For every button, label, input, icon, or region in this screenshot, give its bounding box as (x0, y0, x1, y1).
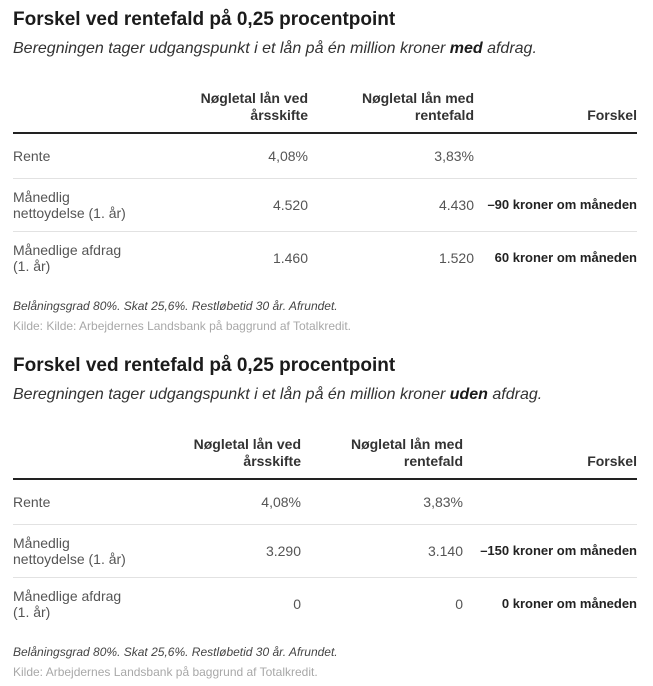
table-header-row (13, 436, 637, 479)
header-forskel: Forskel (463, 436, 637, 479)
row-label: Månedlig nettoydelse (1. år) (13, 179, 143, 232)
table-row (13, 525, 637, 578)
section-subtitle (13, 384, 637, 406)
value-arsskifte: 4.520 (143, 179, 308, 232)
value-forskel: –150 kroner om måneden (463, 525, 637, 578)
row-label: Månedlig nettoydelse (1. år) (13, 525, 143, 578)
header-forskel: Forskel (474, 90, 637, 133)
table-row (13, 479, 637, 525)
value-rentefald: 1.520 (438, 250, 474, 266)
header-rentefald: Nøgletal lån med rentefald (301, 436, 463, 479)
header-label (13, 436, 143, 479)
section-subtitle (13, 38, 637, 60)
value-forskel: 60 kroner om måneden (494, 250, 637, 265)
row-label: Rente (13, 479, 143, 525)
header-rentefald: Nøgletal lån med rentefald (308, 90, 474, 133)
header-arsskifte: Nøgletal lån ved årsskifte (143, 90, 308, 133)
row-label: Rente (13, 133, 143, 179)
table-note: Belåningsgrad 80%. Skat 25,6%. Restløbetid 30 år. Afrundet. (13, 299, 338, 313)
row-label: Månedlige afdrag (1. år) (13, 242, 122, 274)
value-arsskifte: 1.460 (272, 250, 308, 266)
subtitle-emphasis: uden (449, 386, 488, 403)
value-arsskifte: 0 (293, 596, 301, 612)
value-forskel (463, 479, 637, 525)
table-section-med-afdrag (13, 8, 637, 334)
table-row (13, 133, 637, 179)
value-rentefald: 4.430 (308, 179, 474, 232)
subtitle-text: Beregningen tager udgangspunkt i et lån på én million kroner (13, 386, 450, 403)
value-rentefald: 3.140 (301, 525, 463, 578)
value-forskel (474, 133, 637, 179)
table-section-uden-afdrag (13, 354, 637, 680)
table-row (13, 232, 637, 285)
table-header-row (13, 90, 637, 133)
value-rentefald: 0 (455, 596, 463, 612)
header-arsskifte: Nøgletal lån ved årsskifte (143, 436, 301, 479)
subtitle-text-end: afdrag. (482, 40, 537, 57)
table-row (13, 578, 637, 631)
table-row (13, 179, 637, 232)
subtitle-emphasis: med (449, 40, 483, 57)
value-arsskifte: 3.290 (143, 525, 301, 578)
header-label (13, 90, 143, 133)
table-source: Kilde: Arbejdernes Landsbank på baggrund af Totalkredit. (13, 665, 318, 679)
row-label: Månedlige afdrag (1. år) (13, 588, 122, 620)
table-source: Kilde: Kilde: Arbejdernes Landsbank på baggrund af Totalkredit. (13, 319, 352, 333)
value-rentefald: 3,83% (301, 479, 463, 525)
section-title: Forskel ved rentefald på 0,25 procentpoint (13, 355, 396, 376)
section-title: Forskel ved rentefald på 0,25 procentpoint (13, 9, 396, 30)
subtitle-text: Beregningen tager udgangspunkt i et lån på én million kroner (13, 40, 450, 57)
table-note: Belåningsgrad 80%. Skat 25,6%. Restløbetid 30 år. Afrundet. (13, 645, 338, 659)
value-rentefald: 3,83% (308, 133, 474, 179)
value-arsskifte: 4,08% (143, 133, 308, 179)
value-forskel: 0 kroner om måneden (501, 596, 637, 611)
comparison-table (13, 436, 637, 630)
subtitle-text-end: afdrag. (487, 386, 543, 403)
comparison-table (13, 90, 637, 284)
value-arsskifte: 4,08% (143, 479, 301, 525)
value-forskel: –90 kroner om måneden (474, 179, 637, 232)
